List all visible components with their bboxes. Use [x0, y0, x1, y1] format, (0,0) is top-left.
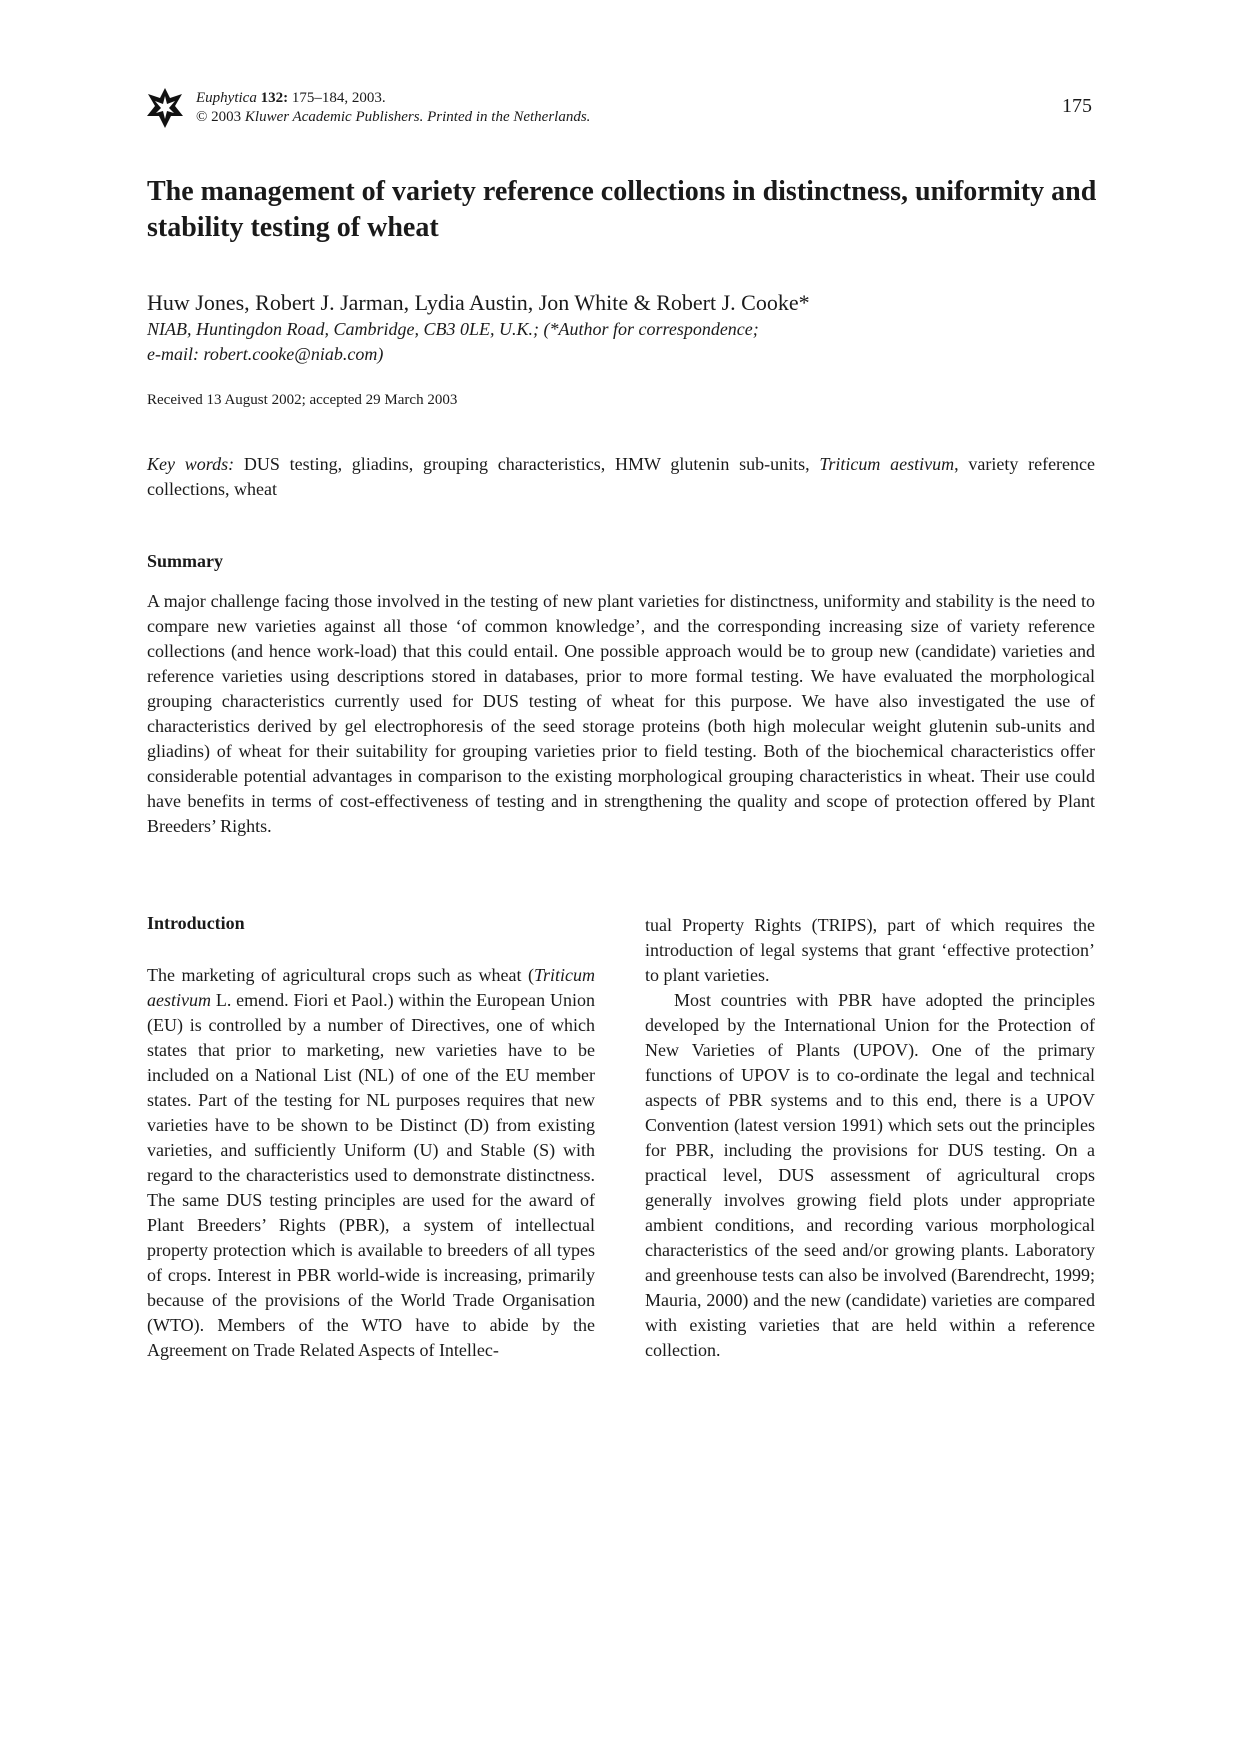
right-column [645, 913, 1095, 1363]
introduction-heading: Introduction [147, 913, 245, 933]
introduction-paragraph-1-continued: tual Property Rights (TRIPS), part of which requires the introduction of legal systems that grant ‘effective protection’ to plant varieties. [645, 915, 1095, 985]
affiliation [147, 317, 1047, 367]
summary-text: A major challenge facing those involved in the testing of new plant varieties for distinctness, uniformity and stability is the need to compare new varieties against all those ‘of common knowledge’, and the corresponding increasing size of variety reference collections (and hence work-load) that this could entail. One possible approach would be to group new (candidate) varieties and reference varieties using descriptions stored in databases, prior to more formal testing. We have evaluated the morphological grouping characteristics currently used for DUS testing of wheat for this purpose. We have also investigated the use of characteristics derived by gel electrophoresis of the seed storage proteins (both high molecular weight glutenin sub-units and gliadins) of wheat for their suitability for grouping varieties prior to field testing. Both of the biochemical characteristics offer considerable potential advantages in comparison to the existing morphological grouping characteristics in wheat. Their use could have benefits in terms of cost-effectiveness of testing and in strengthening the quality and scope of protection offered by Plant Breeders’ Rights. [147, 591, 1095, 836]
journal-line-2 [196, 108, 590, 127]
introduction-paragraph-1 [147, 963, 595, 1363]
affiliation-line-2: e-mail: robert.cooke@niab.com) [147, 344, 384, 364]
author-list: Huw Jones, Robert J. Jarman, Lydia Austin, Jon White & Robert J. Cooke* [147, 290, 810, 315]
publisher: Kluwer Academic Publishers. Printed in the Netherlands. [244, 109, 591, 125]
affiliation-line-1: NIAB, Huntingdon Road, Cambridge, CB3 0LE, U.K.; (*Author for correspondence; [147, 319, 759, 339]
copyright: © 2003 [196, 109, 245, 125]
keywords [147, 452, 1095, 502]
journal-pages: 175–184, 2003. [288, 90, 386, 106]
page-number: 175 [1062, 95, 1092, 117]
journal-line-1 [196, 89, 590, 108]
received-dates: Received 13 August 2002; accepted 29 March 2003 [147, 392, 458, 408]
keywords-text-2: , variety reference collections, wheat [147, 454, 1096, 499]
keywords-text-1: DUS testing, gliadins, grouping characteristics, HMW glutenin sub-units, [234, 454, 820, 474]
intro-p1-species: Triticum aestivum [147, 965, 595, 1010]
intro-p1-rest: L. emend. Fiori et Paol.) within the European Union (EU) is controlled by a number of Directives, one of which states that prior to marketing, new varieties have to be included on a National List (NL) of one of the EU member states. Part of the testing for NL purposes requires that new varieties have to be shown to be Distinct (D) from existing varieties, and sufficiently Uniform (U) and Stable (S) with regard to the characteristics used to demonstrate distinctness. The same DUS testing principles are used for the award of Plant Breeders’ Rights (PBR), a system of intellectual property protection which is available to breeders of all types of crops. Interest in PBR world-wide is increasing, primarily because of the provisions of the World Trade Organisation (WTO). Members of the WTO have to abide by the Agreement on Trade Related Aspects of Intellec- [147, 990, 595, 1360]
journal-volume: 132: [260, 90, 289, 106]
journal-citation [196, 89, 590, 127]
summary-heading: Summary [147, 551, 223, 571]
journal-name: Euphytica [196, 90, 257, 106]
introduction-paragraph-2: Most countries with PBR have adopted the principles developed by the International Union for the Protection of New Varieties of Plants (UPOV). One of the primary functions of UPOV is to co-ordinate the legal and technical aspects of PBR systems and to this end, there is a UPOV Convention (latest version 1991) which sets out the principles for PBR, including the provisions for DUS testing. On a practical level, DUS assessment of agricultural crops generally involves growing field plots under appropriate ambient conditions, and recording various morphological characteristics of the seed and/or growing plants. Laboratory and greenhouse tests can also be involved (Barendrecht, 1999; Mauria, 2000) and the new (candidate) varieties are compared with existing varieties that are held within a reference collection. [645, 990, 1095, 1360]
keywords-label: Key words: [147, 454, 235, 474]
article-title: The management of variety reference collections in distinctness, uniformity and stability testing of wheat [147, 176, 1097, 243]
publisher-logo-icon [146, 86, 184, 130]
keywords-species: Triticum aestivum [819, 454, 955, 474]
intro-p1-start: The marketing of agricultural crops such as wheat ( [147, 965, 534, 985]
